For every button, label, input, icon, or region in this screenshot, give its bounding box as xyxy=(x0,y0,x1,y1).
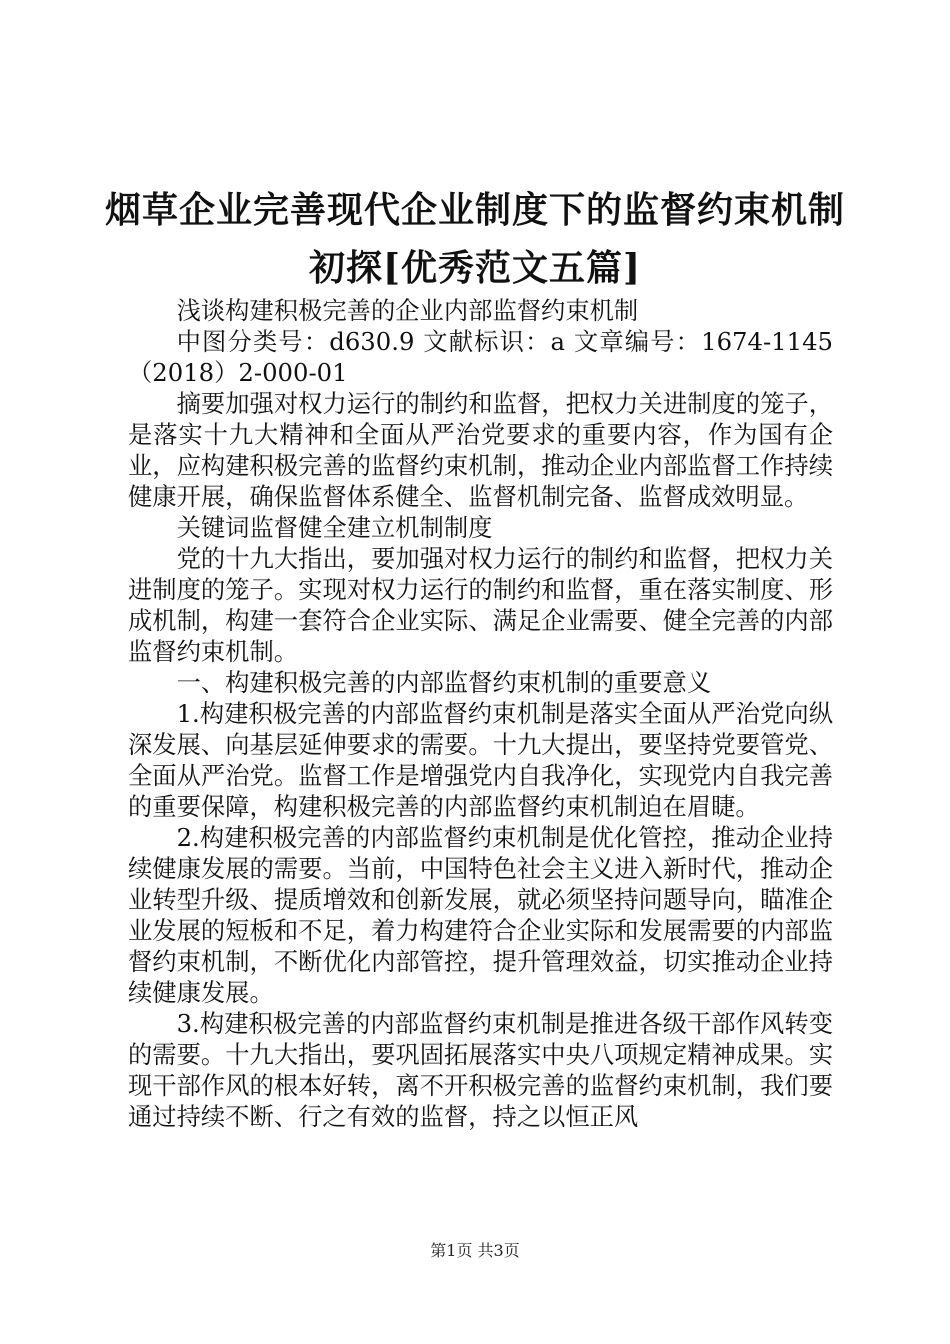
section-heading: 一、构建积极完善的内部监督约束机制的重要意义 xyxy=(176,668,712,697)
body-paragraph: 3.构建积极完善的内部监督约束机制是推进各级干部作风转变的需要。十九大指出，要巩固拓展落实中央八项规定精神成果。实现干部作风的根本好转，离不开积极完善的监督约束机制，我们要通过持续不断、行之有效的监督，持之以恒正风 xyxy=(128,1009,833,1131)
abstract-paragraph: 摘要加强对权力运行的制约和监督，把权力关进制度的笼子，是落实十九大精神和全面从严治党要求的重要内容，作为国有企业，应构建积极完善的监督约束机制，推动企业内部监督工作持续健康开展，确保监督体系健全、监督机制完备、监督成效明显。 xyxy=(128,389,833,511)
document-body xyxy=(128,295,833,1132)
body-paragraph: 2.构建积极完善的内部监督约束机制是优化管控，推动企业持续健康发展的需要。当前，中国特色社会主义进入新时代，推动企业转型升级、提质增效和创新发展，就必须坚持问题导向，瞄准企业发展的短板和不足，着力构建符合企业实际和发展需要的内部监督约束机制，不断优化内部管控，提升管理效益，切实推动企业持续健康发展。 xyxy=(128,823,833,1007)
body-paragraph: 1.构建积极完善的内部监督约束机制是落实全面从严治党向纵深发展、向基层延伸要求的需要。十九大提出，要坚持党要管党、全面从严治党。监督工作是增强党内自我净化，实现党内自我完善的重要保障，构建积极完善的内部监督约束机制迫在眉睫。 xyxy=(128,699,833,821)
classification-paragraph: 中图分类号：d630.9 文献标识：a 文章编号：1674-1145（2018）2-000-01 xyxy=(128,327,833,387)
subtitle-paragraph: 浅谈构建积极完善的企业内部监督约束机制 xyxy=(176,296,639,325)
keywords-paragraph: 关键词监督健全建立机制制度 xyxy=(176,513,493,542)
body-paragraph: 党的十九大指出，要加强对权力运行的制约和监督，把权力关进制度的笼子。实现对权力运行的制约和监督，重在落实制度、形成机制，构建一套符合企业实际、满足企业需要、健全完善的内部监督约束机制。 xyxy=(128,544,833,666)
document-title-line-1: 烟草企业完善现代企业制度下的监督约束机制 xyxy=(104,189,845,231)
page-number-footer: 第1页 共3页 xyxy=(430,1241,520,1260)
document-title-line-2: 初探[优秀范文五篇] xyxy=(308,247,642,289)
